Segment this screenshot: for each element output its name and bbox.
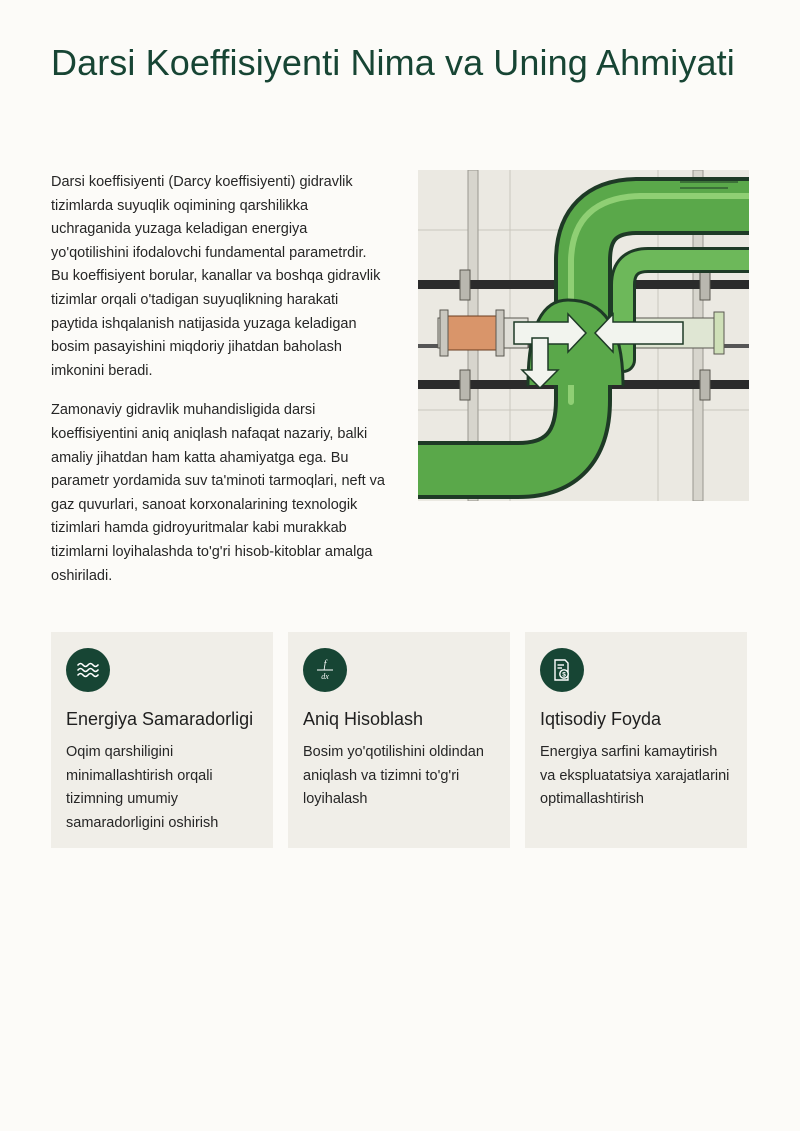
feature-card-economy [525,632,747,848]
feature-card-calculation [288,632,510,848]
card-text: Bosim yo'qotilishini oldindan aniqlash va tizimni to'g'ri loyihalash [303,744,484,808]
water-waves-icon [66,648,110,692]
formula-icon [303,648,347,692]
card-title: Energiya Samaradorligi [66,709,254,729]
feature-card-energy [51,632,273,848]
svg-text:$: $ [562,671,566,679]
pipe-system-illustration [418,170,749,501]
feature-cards [51,632,749,848]
svg-text:f: f [323,659,327,670]
svg-text:dx: dx [321,672,329,681]
card-text: Oqim qarshiligini minimallashtirish orqali tizimning umumiy samaradorligini oshirish [66,744,219,831]
intro-text [51,171,387,604]
intro-paragraph: Darsi koeffisiyenti (Darcy koeffisiyenti) gidravlik tizimlarda suyuqlik oqimining qarshilikka uchraganida yuzaga keladigan energiya yo'qotilishini ifodalovchi fundamental parametrdir. Bu koeffisiyent borular, kanallar va boshqa gidravlik tizimlar orqali o'tadigan suyuqlikning harakati paytida ishqalanish natijasida yuzaga keladigan bosim pasayishini miqdoriy jihatdan baholash imkonini beradi. [51,174,381,379]
page-title: Darsi Koeffisiyenti Nima va Uning Ahmiyati [51,42,735,83]
card-text: Energiya sarfini kamaytirish va ekspluatatsiya xarajatlarini optimallashtirish [540,744,730,808]
card-title: Iqtisodiy Foyda [540,709,662,729]
card-title: Aniq Hisoblash [303,709,424,729]
intro-paragraph: Zamonaviy gidravlik muhandisligida darsi koeffisiyentini aniq aniqlash nafaqat nazariy, balki amaliy jihatdan ham katta ahamiyatga ega. Bu parametr yordamida suv ta'minoti tarmoqlari, neft va gaz quvurlari, sanoat korxonalarining texnologik tizimlari hamda gidroyuritmalar kabi murakkab tizimlarni loyihalashda to'g'ri hisob-kitoblar amalga oshiriladi. [51,402,385,584]
invoice-dollar-icon [540,648,584,692]
